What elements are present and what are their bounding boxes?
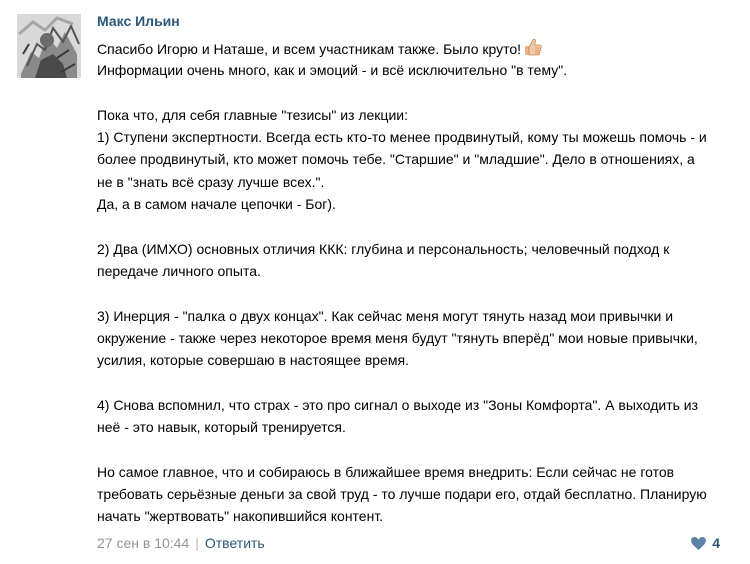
text-line: 2) Два (ИМХО) основных отличия ККК: глубина и персональность; человечный подход к — [97, 240, 670, 257]
like-button[interactable] — [691, 534, 720, 552]
text-line: более продвинутый, кто может помочь тебе. "Старшие" и "младшие". Дело в отношениях, а — [97, 151, 695, 168]
text-line: требовать серьёзные деньги за свой труд - то лучше подари его, отдай бесплатно. Планирую — [97, 485, 707, 502]
avatar[interactable] — [17, 14, 81, 78]
text-line: усилия, которые совершаю в настоящее время. — [97, 352, 409, 369]
text-line: неё - это навык, который тренируется. — [97, 419, 346, 436]
text-line: Информации очень много, как и эмоций - и всё исключительно "в тему". — [97, 62, 568, 79]
text-line: Спасибо Игорю и Наташе, и всем участникам также. Было круто! — [97, 37, 737, 59]
blank-line — [97, 282, 737, 304]
blank-line — [97, 438, 737, 460]
text-line: окружение - также через некоторое время меня будут "тянуть вперёд" мои новые привычки, — [97, 329, 698, 346]
text-line: 3) Инерция - "палка о двух концах". Как сейчас меня могут тянуть назад мои привычки и — [97, 307, 674, 324]
text-line: Пока что, для себя главные "тезисы" из лекции: — [97, 106, 408, 123]
text-line: 1) Ступени экспертности. Всегда есть кто-то менее продвинутый, кому ты можешь помочь - и — [97, 129, 707, 146]
text-line: Да, а в самом начале цепочки - Бог). — [97, 196, 336, 213]
comment-footer — [97, 534, 265, 552]
blank-line — [97, 371, 737, 393]
text-line: начать "жертвовать" накопившийся контент. — [97, 508, 384, 525]
avatar-image — [17, 14, 81, 78]
author-name[interactable]: Макс Ильин — [97, 13, 180, 29]
footer-separator: | — [195, 535, 199, 551]
blank-line — [97, 82, 737, 104]
comment-date[interactable]: 27 сен в 10:44 — [97, 535, 190, 551]
text-line: не в "знать всё сразу лучше всех.". — [97, 173, 325, 190]
comment-text — [97, 37, 737, 528]
blank-line — [97, 215, 737, 237]
heart-icon — [691, 537, 706, 550]
text-line: передаче личного опыта. — [97, 262, 261, 279]
reply-link[interactable]: Ответить — [204, 535, 265, 551]
text-line: Но самое главное, что и собираюсь в ближайшее время внедрить: Если сейчас не готов — [97, 463, 675, 480]
text-line: 4) Снова вспомнил, что страх - это про сигнал о выходе из "Зоны Комфорта". А выходить из — [97, 396, 699, 413]
like-count: 4 — [712, 535, 720, 551]
